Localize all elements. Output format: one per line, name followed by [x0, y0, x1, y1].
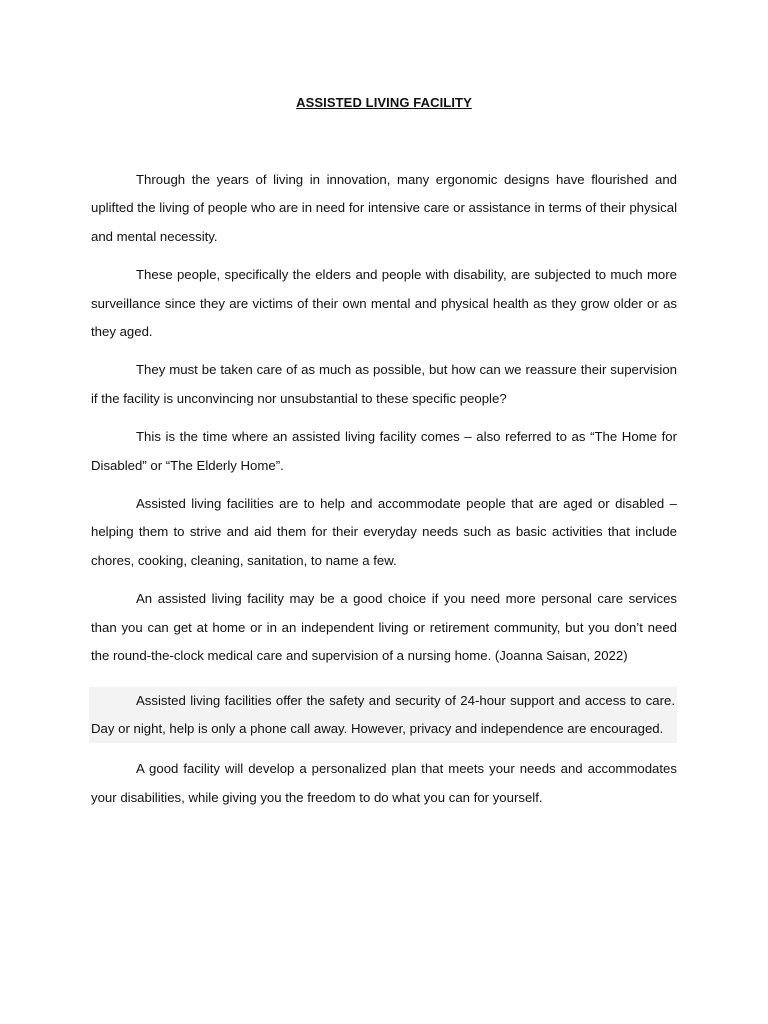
document-title: ASSISTED LIVING FACILITY: [296, 95, 472, 110]
paragraph-8: A good facility will develop a personalized plan that meets your needs and accommodates your disabilities, while giving you the freedom to do what you can for yourself.: [91, 761, 677, 805]
paragraph-1: Through the years of living in innovation, many ergonomic designs have flourished and uplifted the living of people who are in need for intensive care or assistance in terms of their physical and mental necessity.: [91, 172, 677, 244]
paragraph-4: This is the time where an assisted living facility comes – also referred to as “The Home for Disabled” or “The Elderly Home”.: [91, 429, 677, 473]
paragraph-6: An assisted living facility may be a good choice if you need more personal care services than you can get at home or in an independent living or retirement community, but you don’t need the round-the-clock medical care and supervision of a nursing home. (Joanna Saisan, 2022): [91, 591, 677, 664]
paragraph-3: They must be taken care of as much as possible, but how can we reassure their supervision if the facility is unconvincing nor unsubstantial to these specific people?: [91, 362, 677, 406]
paragraph-5: Assisted living facilities are to help and accommodate people that are aged or disabled – helping them to strive and aid them for their everyday needs such as basic activities that include chores, cooking, cleaning, sanitation, to name a few.: [91, 496, 677, 568]
paragraph-2: These people, specifically the elders and people with disability, are subjected to much more surveillance since they are victims of their own mental and physical health as they grow older or as they aged.: [91, 267, 677, 340]
document-body: [91, 166, 677, 812]
paragraph-7: Assisted living facilities offer the safety and security of 24-hour support and access to care. Day or night, help is only a phone call away. However, privacy and independence are encouraged.: [89, 687, 677, 744]
